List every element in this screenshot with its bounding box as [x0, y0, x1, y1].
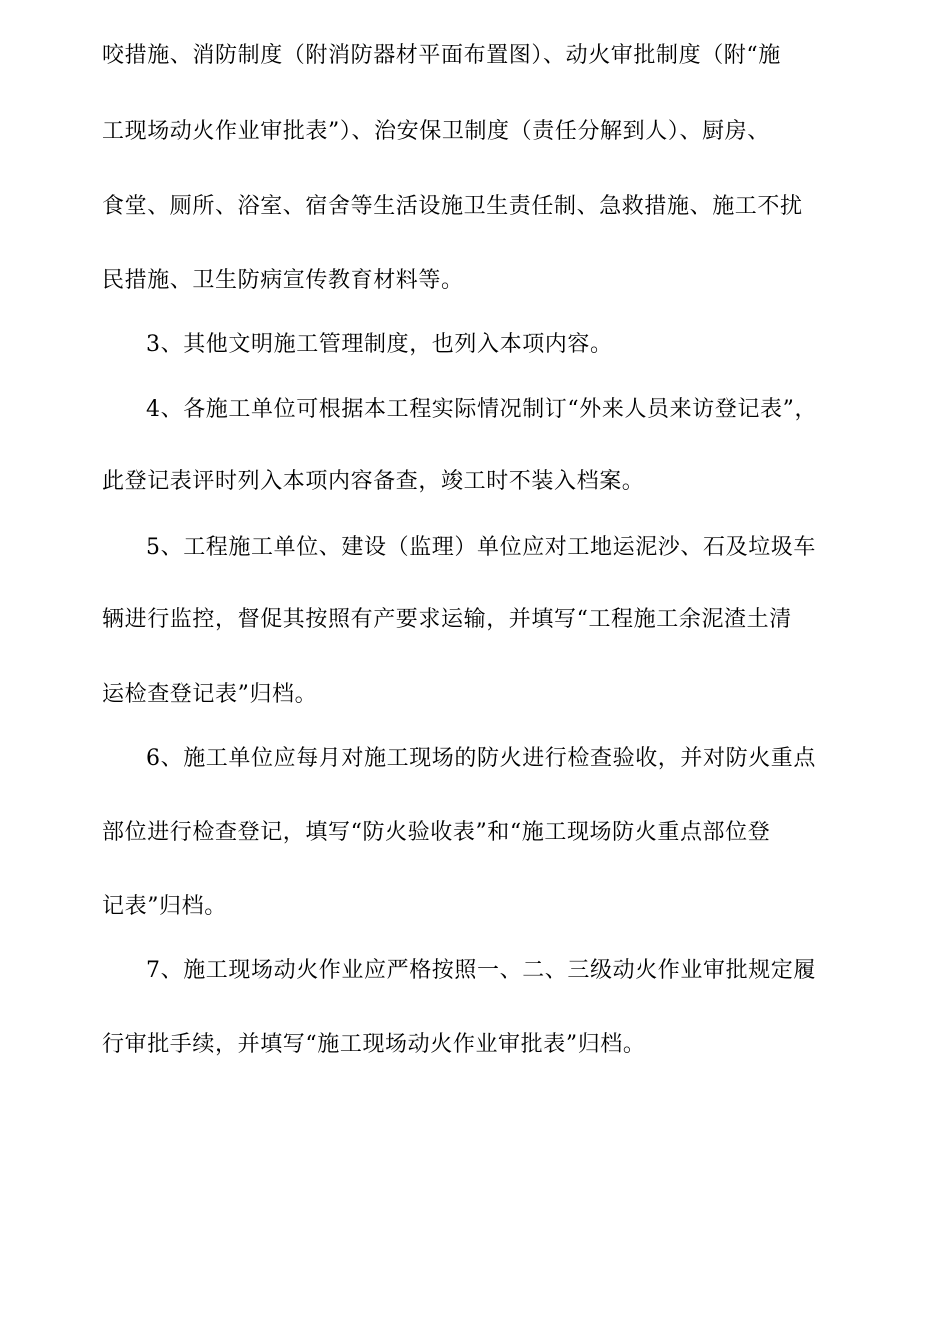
- item-4-line: 4、各施工单位可根据本工程实际情况制订“外来人员来访登记表”，: [146, 397, 818, 422]
- paragraph-line: 部位进行检查登记，填写“防火验收表”和“施工现场防火重点部位登: [102, 820, 771, 845]
- paragraph-line: 记表”归档。: [102, 894, 227, 919]
- paragraph-line: 咬措施、消防制度（附消防器材平面布置图）、动火审批制度（附“施: [102, 43, 781, 68]
- item-3-line: 3、其他文明施工管理制度，也列入本项内容。: [146, 332, 613, 357]
- paragraph-line: 运检查登记表”归档。: [102, 682, 318, 707]
- item-5-line: 5、工程施工单位、建设（监理）单位应对工地运泥沙、石及垃圾车: [146, 535, 816, 560]
- paragraph-line: 行审批手续，并填写“施工现场动火作业审批表”归档。: [102, 1032, 646, 1057]
- paragraph-line: 此登记表评时列入本项内容备查，竣工时不装入档案。: [102, 469, 645, 494]
- item-7-line: 7、施工现场动火作业应严格按照一、二、三级动火作业审批规定履: [146, 958, 816, 983]
- paragraph-line: 食堂、厕所、浴室、宿舍等生活设施卫生责任制、急救措施、施工不扰: [102, 194, 803, 219]
- paragraph-line: 民措施、卫生防病宣传教育材料等。: [102, 268, 464, 293]
- paragraph-line: 辆进行监控，督促其按照有产要求运输，并填写“工程施工余泥渣土清: [102, 607, 792, 632]
- item-6-line: 6、施工单位应每月对施工现场的防火进行检查验收，并对防火重点: [146, 746, 816, 771]
- paragraph-line: 工现场动火作业审批表”）、治安保卫制度（责任分解到人）、厨房、: [102, 119, 770, 144]
